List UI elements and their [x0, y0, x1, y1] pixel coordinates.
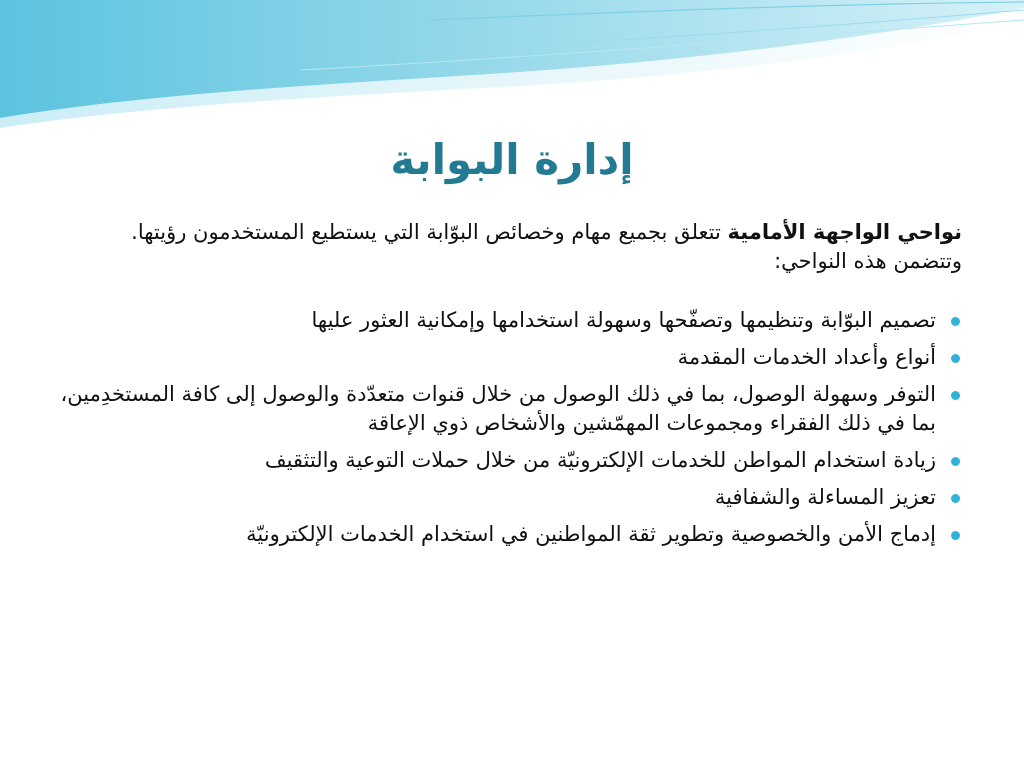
list-item	[60, 306, 962, 335]
list-item	[60, 446, 962, 475]
bullet-dot-icon	[951, 391, 960, 400]
list-item-text: إدماج الأمن والخصوصية وتطوير ثقة المواطنين في استخدام الخدمات الإلكترونيّة	[246, 522, 936, 546]
list-item-text: أنواع وأعداد الخدمات المقدمة	[677, 345, 936, 369]
list-item	[60, 343, 962, 372]
slide-content	[60, 218, 962, 557]
intro-paragraph	[60, 218, 962, 276]
list-item-text: التوفر وسهولة الوصول، بما في ذلك الوصول من خلال قنوات متعدّدة والوصول إلى كافة المستخدِمين، بما في ذلك الفقراء ومجموعات المهمّشين والأشخاص ذوي الإعاقة	[60, 382, 936, 435]
slide-title: إدارة البوابة	[390, 135, 634, 184]
list-item-text: زيادة استخدام المواطن للخدمات الإلكترونيّة من خلال حملات التوعية والتثقيف	[264, 448, 936, 472]
bullet-list	[60, 306, 962, 549]
wave-banner	[0, 0, 1024, 130]
intro-text: تتعلق بجميع مهام وخصائص البوّابة التي يستطيع المستخدمون رؤيتها. وتتضمن هذه النواحي:	[131, 220, 962, 273]
bullet-dot-icon	[951, 317, 960, 326]
list-item	[60, 380, 962, 438]
list-item	[60, 520, 962, 549]
list-item-text: تصميم البوّابة وتنظيمها وتصفّحها وسهولة استخدامها وإمكانية العثور عليها	[311, 308, 936, 332]
intro-bold-phrase: نواحي الواجهة الأمامية	[727, 220, 962, 244]
bullet-dot-icon	[951, 457, 960, 466]
list-item	[60, 483, 962, 512]
list-item-text: تعزيز المساءلة والشفافية	[714, 485, 936, 509]
bullet-dot-icon	[951, 531, 960, 540]
bullet-dot-icon	[951, 494, 960, 503]
bullet-dot-icon	[951, 354, 960, 363]
